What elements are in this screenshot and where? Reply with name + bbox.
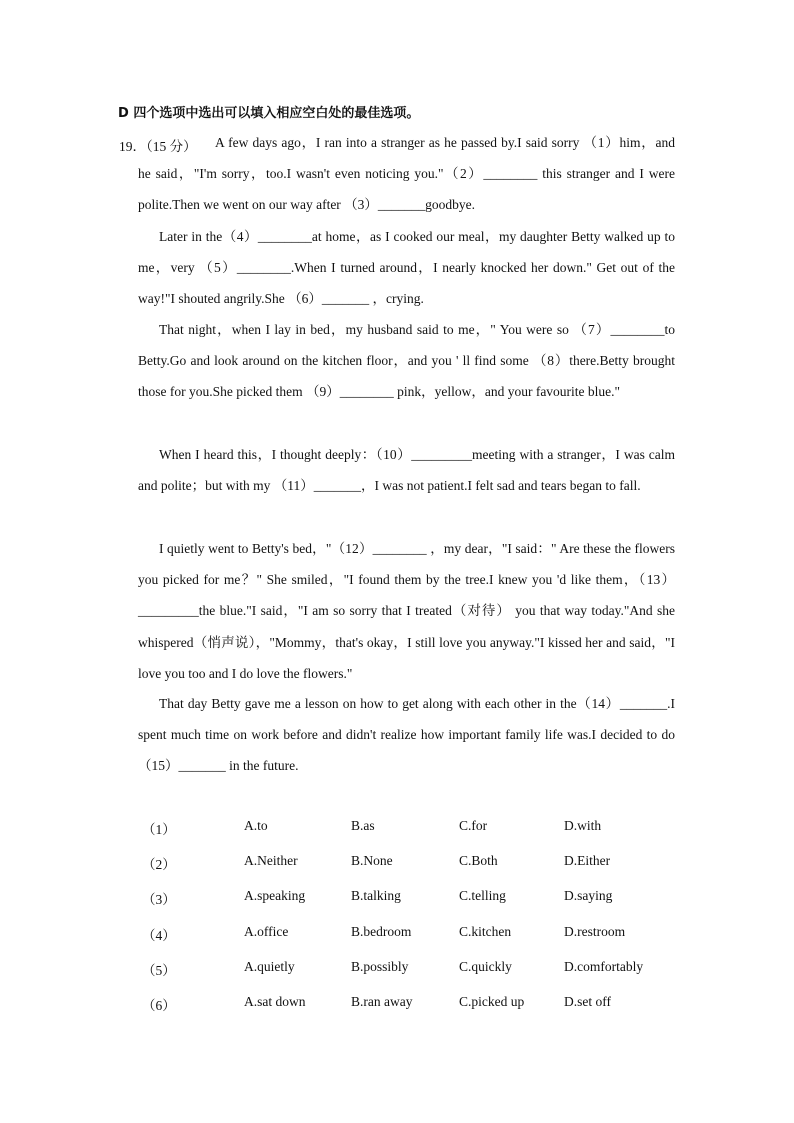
paragraph-6 (138, 688, 675, 782)
paragraph-3-text: That night，when I lay in bed，my husband said to me，" You were so （7）________to Betty.Go and look around on the kitchen floor，and you ' ll find some （8）there.Betty brought those for you.She picked them （9）________ pink，yellow，and your favourite blue." (138, 322, 675, 400)
option-b[interactable]: B.ran away (351, 993, 413, 1009)
option-number: （1） (142, 822, 176, 837)
option-d[interactable]: D.Either (564, 853, 611, 869)
option-c[interactable]: C.Both (459, 853, 498, 869)
option-c[interactable]: C.picked up (459, 993, 525, 1009)
option-number: （4） (142, 927, 176, 943)
option-number: （5） (142, 962, 176, 978)
option-d[interactable]: D.saying (564, 888, 613, 904)
option-a[interactable]: A.Neither (244, 853, 298, 869)
option-a[interactable]: A.to (244, 818, 268, 833)
option-b[interactable]: B.talking (351, 888, 401, 904)
paragraph-4 (138, 439, 675, 501)
paragraph-5 (138, 533, 675, 689)
option-a[interactable]: A.sat down (244, 993, 306, 1009)
option-b[interactable]: B.as (351, 818, 375, 833)
paragraph-6-text: That day Betty gave me a lesson on how to get along with each other in the（14）_______.I spent much time on work before and didn't realize how important family life was.I decided to do （15）_______ in the future. (138, 696, 675, 774)
option-b[interactable]: B.None (351, 853, 393, 869)
option-row-3 (142, 888, 702, 923)
section-title: D 四个选项中选出可以填入相应空白处的最佳选项。 (118, 106, 420, 121)
options-table (142, 818, 702, 1029)
paragraph-2-text: Later in the（4）________at home，as I cooked our meal，my daughter Betty walked up to me，very （5）________.When I turned around，I nearly knocked her down." Get out of the way!"I shouted angrily.She （6）_______ ，crying. (138, 229, 675, 307)
option-b[interactable]: B.bedroom (351, 923, 412, 939)
paragraph-4-text: When I heard this，I thought deeply：（10）_________meeting with a stranger，I was calm and polite；but with my （11）_______，I was not patient.I felt sad and tears began to fall. (138, 447, 675, 494)
option-d[interactable]: D.with (564, 818, 602, 833)
option-a[interactable]: A.speaking (244, 888, 306, 904)
paragraph-2 (138, 221, 675, 315)
option-c[interactable]: C.kitchen (459, 923, 512, 939)
paragraph-3 (138, 314, 675, 408)
paragraph-5-text: I quietly went to Betty's bed，"（12）________ ，my dear，"I said：" Are these the flowers you picked for me？" She smiled，"I found them by the tree.I knew you 'd like them，（13）_________the blue."I said，"I am so sorry that I treated（对待） you that way today."And she whispered（悄声说），"Mommy，that's okay，I still love you anyway."I kissed her and said，"I love you too and I do love the flowers." (138, 541, 675, 681)
option-d[interactable]: D.restroom (564, 923, 626, 939)
option-a[interactable]: A.quietly (244, 958, 295, 974)
option-number: （3） (142, 892, 176, 908)
option-c[interactable]: C.for (459, 818, 488, 833)
option-c[interactable]: C.quickly (459, 958, 512, 974)
option-number: （6） (142, 997, 176, 1013)
option-row-6 (142, 994, 702, 1029)
option-d[interactable]: D.comfortably (564, 958, 644, 974)
option-row-1 (142, 818, 702, 853)
option-number: （2） (142, 857, 176, 873)
question-number: 19．（15 分） (119, 139, 197, 154)
option-row-4 (142, 924, 702, 959)
option-a[interactable]: A.office (244, 923, 289, 939)
option-c[interactable]: C.telling (459, 888, 506, 904)
paragraph-1 (138, 127, 675, 221)
option-row-2 (142, 853, 702, 888)
paragraph-1-text: A few days ago，I ran into a stranger as he passed by.I said sorry （1）him，and he said，"I'm sorry，too.I wasn't even noticing you."（2）________ this stranger and I were polite.Then we went on our way after （3）_______goodbye. (138, 135, 675, 213)
option-row-5 (142, 959, 702, 994)
option-b[interactable]: B.possibly (351, 958, 409, 974)
option-d[interactable]: D.set off (564, 993, 611, 1009)
